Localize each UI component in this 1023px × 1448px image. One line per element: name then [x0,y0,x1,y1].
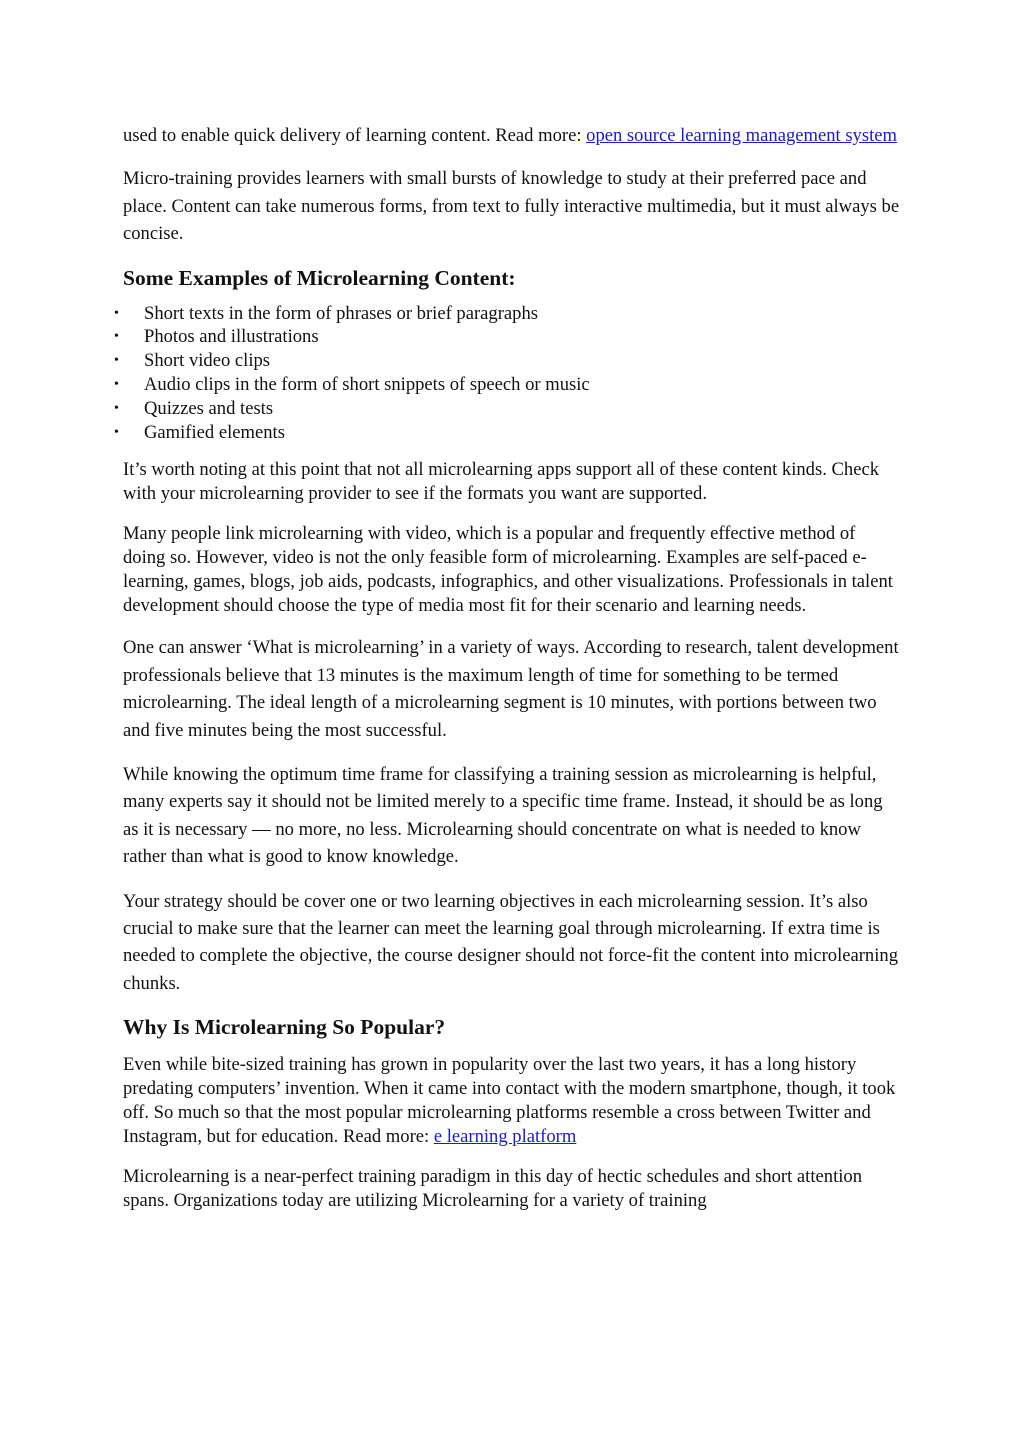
popular-text: Even while bite-sized training has grown in popularity over the last two years, it has a long history predating computers’ invention. When it came into contact with the modern smartphone, though, it took off. So much so that the most popular microlearning platforms resemble a cross between Twitter and Instagram, but for education. Read more: [123,1054,896,1148]
e-learning-platform-link[interactable]: e learning platform [433,1126,577,1148]
list-item [114,302,901,326]
list-item [114,373,901,397]
popular-paragraph [123,1053,901,1149]
open-source-lms-link[interactable]: open source learning management system [586,125,897,146]
bullet-icon: • [114,400,119,416]
time-frame-paragraph: While knowing the optimum time frame for classifying a training session as microlearning is helpful, many experts say it should not be limited merely to a specific time frame. Instead, it should be as long as it is necessary — no more, no less. Microlearning should concentrate on what is needed to know rather than what is good to know knowledge. [123,764,883,868]
list-item-text: Audio clips in the form of short snippets of speech or music [144,374,590,396]
list-item [114,349,901,373]
intro-text: used to enable quick delivery of learning content. Read more: [123,125,587,146]
paradigm-paragraph: Microlearning is a near-perfect training paradigm in this day of hectic schedules and short attention spans. Organizations today are utilizing Microlearning for a variety of training [123,1166,862,1212]
bullet-icon: • [114,329,119,345]
list-item-text: Photos and illustrations [144,326,319,348]
video-paragraph: Many people link microlearning with video, which is a popular and frequently effective method of doing so. However, video is not the only feasible form of microlearning. Examples are self-paced e-learning, games, blogs, job aids, podcasts, infographics, and other visualizations. Professionals in talent development should choose the type of media most fit for their scenario and learning needs. [123,523,893,617]
list-item-text: Short video clips [144,350,271,372]
document-page [114,122,901,1213]
bullet-icon: • [114,353,119,369]
bullet-icon: • [114,377,119,393]
examples-list [114,302,901,445]
bullet-icon: • [114,424,119,440]
examples-heading: Some Examples of Microlearning Content: [123,265,516,290]
strategy-paragraph: Your strategy should be cover one or two learning objectives in each microlearning session. It’s also crucial to make sure that the learner can meet the learning goal through microlearning. If extra time is needed to complete the objective, the course designer should not force-fit the content into microlearning chunks. [123,890,898,994]
list-item-text: Gamified elements [144,421,285,443]
bullet-icon: • [114,305,119,321]
list-item [114,325,901,349]
list-item-text: Quizzes and tests [144,397,274,419]
popular-heading: Why Is Microlearning So Popular? [123,1015,446,1040]
list-item [114,421,901,445]
list-item-text: Short texts in the form of phrases or brief paragraphs [144,302,538,324]
worth-noting-paragraph: It’s worth noting at this point that not all microlearning apps support all of these content kinds. Check with your microlearning provider to see if the formats you want are supported. [123,459,880,505]
answer-paragraph: One can answer ‘What is microlearning’ in a variety of ways. According to research, talent development professionals believe that 13 minutes is the maximum length of time for something to be termed microlearning. The ideal length of a microlearning segment is 10 minutes, with portions between two and five minutes being the most successful. [123,637,899,741]
intro-paragraph [123,122,901,149]
list-item [114,397,901,421]
micro-training-paragraph: Micro-training provides learners with small bursts of knowledge to study at their preferred pace and place. Content can take numerous forms, from text to fully interactive multimedia, but it must always be concise. [123,168,900,245]
